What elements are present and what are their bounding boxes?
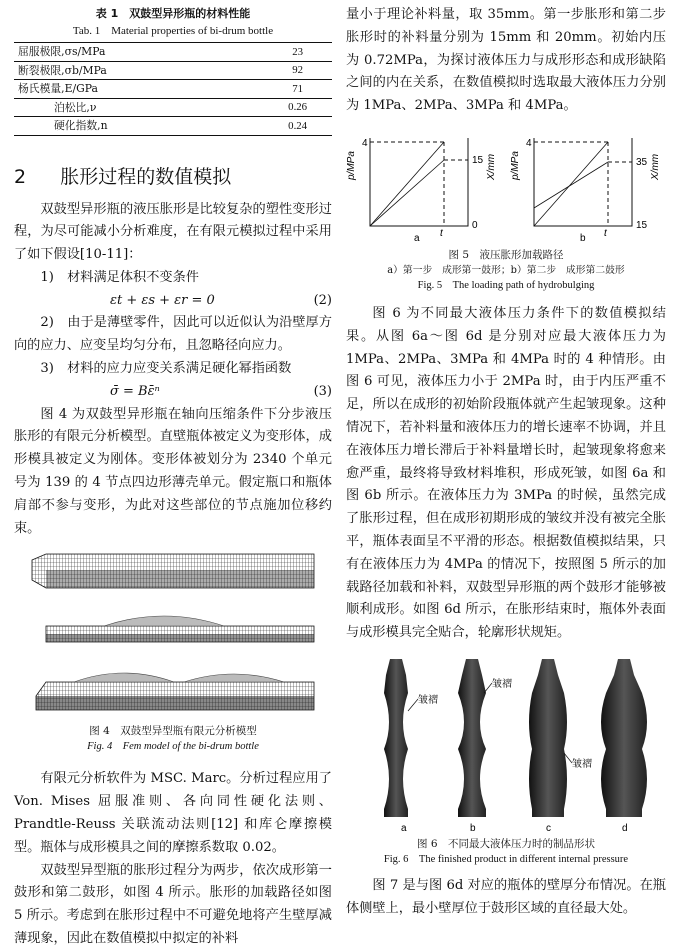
paragraph: 图 4 为双鼓型异形瓶在轴向压缩条件下分步液压胀形的有限元分析模型。直壁瓶体被定义为变形体，成形模具被定义为刚体。变形体被划分为 2340 个单元号为 139 的 4 节点四边形薄壳单元。假定瓶口和瓶体肩部不参与变形，为此对这些部位的节点施加位移约束。 — [14, 406, 332, 536]
fig6-label-b: b — [470, 822, 476, 833]
equation-number: (3) — [313, 383, 332, 399]
paragraph: 双鼓型异型瓶的胀形过程分为两步，依次成形第一鼓形和第二鼓形，如图 4 所示。胀形的加载路径如图 5 所示。考虑到在胀形过程中不可避免地将产生壁厚减薄现象，因此在数值模拟中拟定的补料 — [14, 862, 332, 947]
fem-model-step-1 — [46, 616, 314, 642]
assumption-1: 1) 材料满足体积不变条件 — [40, 269, 199, 285]
fig5-a-label: a — [414, 232, 420, 242]
table-cell-name: 泊松比,ν — [14, 98, 263, 117]
table1-title-cn: 表 1 双鼓型异形瓶的材料性能 — [95, 7, 251, 20]
material-properties-table — [14, 42, 332, 136]
fig5-a-ylabel-right: X/mm — [486, 153, 497, 180]
bottle-d — [601, 659, 647, 833]
fig5-caption-cn: 图 5 液压胀形加载路径 — [448, 248, 564, 261]
fig5-b-label: b — [580, 232, 586, 242]
section-title: 胀形过程的数值模拟 — [60, 165, 232, 188]
fig6-finished-products — [346, 653, 666, 833]
paragraph: 图 7 是与图 6d 对应的瓶体的壁厚分布情况。在瓶体侧壁上，最小壁厚位于鼓形区域的直径最大处。 — [346, 877, 666, 916]
fig6-caption-en: Fig. 6 The finished product in different internal pressure — [383, 853, 629, 865]
fem-model-step-0 — [32, 554, 314, 588]
fig5-a-pmax: 4 — [362, 137, 368, 149]
paragraph: 量小于理论补料量，取 35mm。第一步胀形和第二步胀形时的补料量分别为 15mm 和 20mm。初始内压为 0.72MPa，为探讨液体压力与成形形态和成形缺陷之间的内在关系，在数值模拟时选取最大液体压力分别为 1MPa、2MPa、3MPa 和 4MPa。 — [346, 7, 666, 114]
table-cell-value: 0.26 — [263, 98, 332, 117]
equation-body: σ̄ = Bε̄ⁿ — [110, 383, 160, 399]
table-cell-name: 屈服极限,σs/MPa — [14, 43, 263, 62]
fig6-label-c: c — [546, 822, 551, 833]
section-heading — [14, 162, 332, 189]
table-cell-value: 0.24 — [263, 117, 332, 136]
paragraph: 有限元分析软件为 MSC. Marc。分析过程应用了 Von. Mises 屈服准则、各向同性硬化法则、Prandtle-Reuss 关联流动法则[12] 和库仑摩擦模型。瓶体与成形模具之间的摩擦系数取 0.02。 — [14, 771, 332, 855]
table-row — [14, 61, 332, 80]
fig5-a-xlabel: t — [440, 227, 443, 239]
fig5-loading-path — [346, 132, 666, 242]
bottle-b — [458, 659, 486, 833]
equation-body: εt + εs + εr = 0 — [110, 292, 215, 308]
fig5-panel-b — [510, 138, 661, 242]
fig5-b-pmax: 4 — [526, 137, 532, 149]
fig5-a-xmax: 15 — [472, 154, 484, 166]
fig4-caption-cn: 图 4 双鼓型异型瓶有限元分析模型 — [89, 725, 257, 738]
table-cell-name: 断裂极限,σb/MPa — [14, 61, 263, 80]
table-cell-value: 92 — [263, 61, 332, 80]
fig6-label-a: a — [401, 822, 407, 833]
table-row — [14, 43, 332, 62]
fig6-wrinkle-label: 皱褶 — [492, 678, 512, 690]
equation-2 — [14, 290, 332, 313]
paragraph: 图 6 为不同最大液体压力条件下的数值模拟结果。从图 6a～图 6d 是分别对应最大液体压力为 1MPa、2MPa、3MPa 和 4MPa 时的 4 种情形。由图 6 可见，液体压力小于 2MPa 时，由于内压严重不足，所以在成形的初始阶段瓶体就产生起皱现象。这种情况下，若补料量和液体压力的增长速率不协调，并且在液体压力增长滞后于补料量增长时，起皱现象将愈来愈严重，最终将导致材料堆积，形成死皱，如图 6a 和图 6b 所示。在液体压力为 3MPa 的时候，虽然完成了胀形过程，但在成形初期形成的皱纹并没有被完全胀平，瓶体表面呈不平滑的形态。根据数值模拟结果，只有在液体压力为 4MPa 的情况下，按照图 5 所示的加载路径加载和补料，双鼓型异形瓶的两个鼓形才能够被顺利成形。如图 6d 所示，在胀形结束时，瓶体外表面与成形模具完全贴合，轮廓形状规矩。 — [346, 305, 666, 641]
table-cell-name: 杨氏模量,E/GPa — [14, 80, 263, 99]
fig5-b-xzero: 15 — [636, 219, 648, 231]
fig5-a-xzero: 0 — [472, 219, 478, 231]
fig5-caption-en: Fig. 5 The loading path of hydrobulging — [417, 279, 595, 291]
table-row — [14, 117, 332, 136]
assumption-2: 2) 由于是薄壁零件，因此可以近似认为沿壁厚方向的应力、应变呈均匀分布，且忽略径向应力。 — [14, 315, 332, 354]
bottle-c — [529, 659, 567, 833]
bottle-a — [384, 659, 412, 833]
fig5-b-ylabel-right: X/mm — [650, 153, 661, 180]
assumption-3: 3) 材料的应力应变关系满足硬化幂指函数 — [40, 361, 292, 377]
equation-3 — [14, 381, 332, 404]
table-cell-name: 硬化指数,n — [14, 117, 263, 136]
table-row — [14, 98, 332, 117]
table-row — [14, 80, 332, 99]
left-column — [14, 0, 332, 951]
fig6-label-d: d — [622, 822, 628, 833]
fig6-wrinkle-label: 皱褶 — [572, 758, 592, 770]
table-cell-value: 23 — [263, 43, 332, 62]
fig5-panel-a — [346, 138, 497, 242]
fig5-b-ylabel-left: p/MPa — [510, 151, 521, 180]
right-column — [346, 0, 666, 921]
fig4-caption-en: Fig. 4 Fem model of the bi-drum bottle — [87, 741, 259, 753]
fig5-b-xlabel: t — [604, 227, 607, 239]
table1-title-en: Tab. 1 Material properties of bi-drum bottle — [72, 25, 274, 37]
equation-number: (2) — [313, 292, 332, 308]
table-cell-value: 71 — [263, 80, 332, 99]
fig5-a-ylabel-left: p/MPa — [346, 151, 357, 180]
section-number: 2 — [14, 165, 27, 188]
fig5-b-xmax: 35 — [636, 156, 648, 168]
fig5-caption-sub: a）第一步 成形第一鼓形；b）第二步 成形第二鼓形 — [387, 264, 625, 276]
paragraph: 双鼓型异形瓶的液压胀形是比较复杂的塑性变形过程，为尽可能减小分析难度，在有限元模拟过程中采用了如下假设[10-11]： — [14, 201, 332, 263]
fig6-wrinkle-label: 皱褶 — [418, 694, 438, 706]
fem-model-step-2 — [36, 673, 314, 710]
fig6-caption-cn: 图 6 不同最大液体压力时的制品形状 — [416, 837, 596, 850]
fig4-fem-model — [14, 546, 332, 722]
